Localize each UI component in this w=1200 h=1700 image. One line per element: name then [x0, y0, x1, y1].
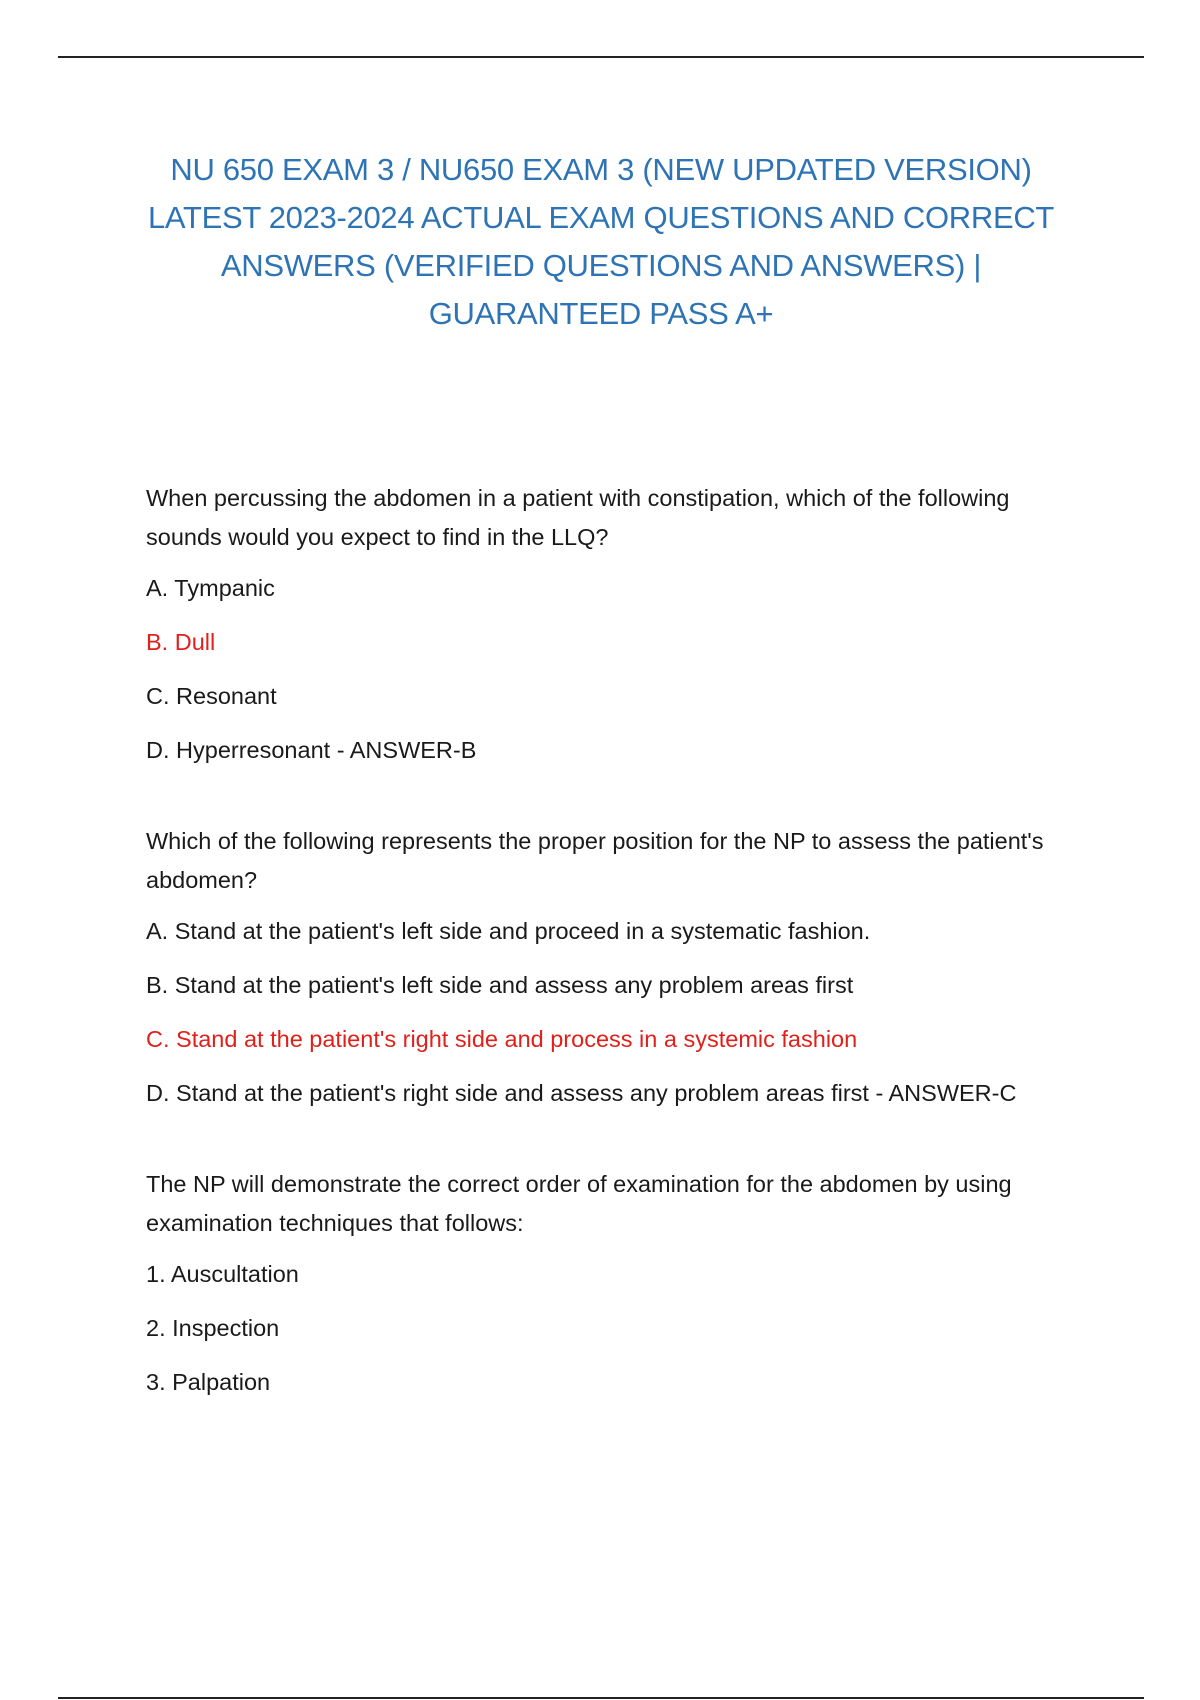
question-3 — [146, 1165, 1086, 1400]
answer-option-c-correct: C. Stand at the patient's right side and process in a systemic fashion — [146, 1026, 858, 1052]
answer-option-d: D. Stand at the patient's right side and assess any problem areas first - ANSWER-C — [146, 1080, 1017, 1106]
answer-option-a: A. Tympanic — [146, 575, 275, 601]
question-2 — [146, 822, 1086, 1111]
answer-option-d: D. Hyperresonant - ANSWER-B — [146, 737, 477, 763]
answer-option-b: B. Stand at the patient's left side and assess any problem areas first — [146, 972, 854, 998]
top-divider — [58, 56, 1144, 58]
list-item-3: 3. Palpation — [146, 1369, 271, 1395]
answer-option-c: C. Resonant — [146, 683, 277, 709]
document-body — [146, 479, 1086, 1400]
list-item-2: 2. Inspection — [146, 1315, 280, 1341]
answer-option-b-correct: B. Dull — [146, 629, 216, 655]
bottom-divider — [58, 1697, 1144, 1699]
question-text: The NP will demonstrate the correct order of examination for the abdomen by using examination techniques that follows: — [146, 1171, 1012, 1236]
list-item-1: 1. Auscultation — [146, 1261, 299, 1287]
answer-option-a: A. Stand at the patient's left side and proceed in a systematic fashion. — [146, 918, 871, 944]
document-title: NU 650 EXAM 3 / NU650 EXAM 3 (NEW UPDATED VERSION) LATEST 2023-2024 ACTUAL EXAM QUESTIONS AND CORRECT ANSWERS (VERIFIED QUESTIONS AND ANSWERS) | GUARANTEED PASS A+ — [147, 152, 1055, 331]
question-text: When percussing the abdomen in a patient with constipation, which of the following sounds would you expect to find in the LLQ? — [146, 485, 1010, 550]
question-1 — [146, 479, 1086, 768]
question-text: Which of the following represents the proper position for the NP to assess the patient's abdomen? — [146, 828, 1044, 893]
